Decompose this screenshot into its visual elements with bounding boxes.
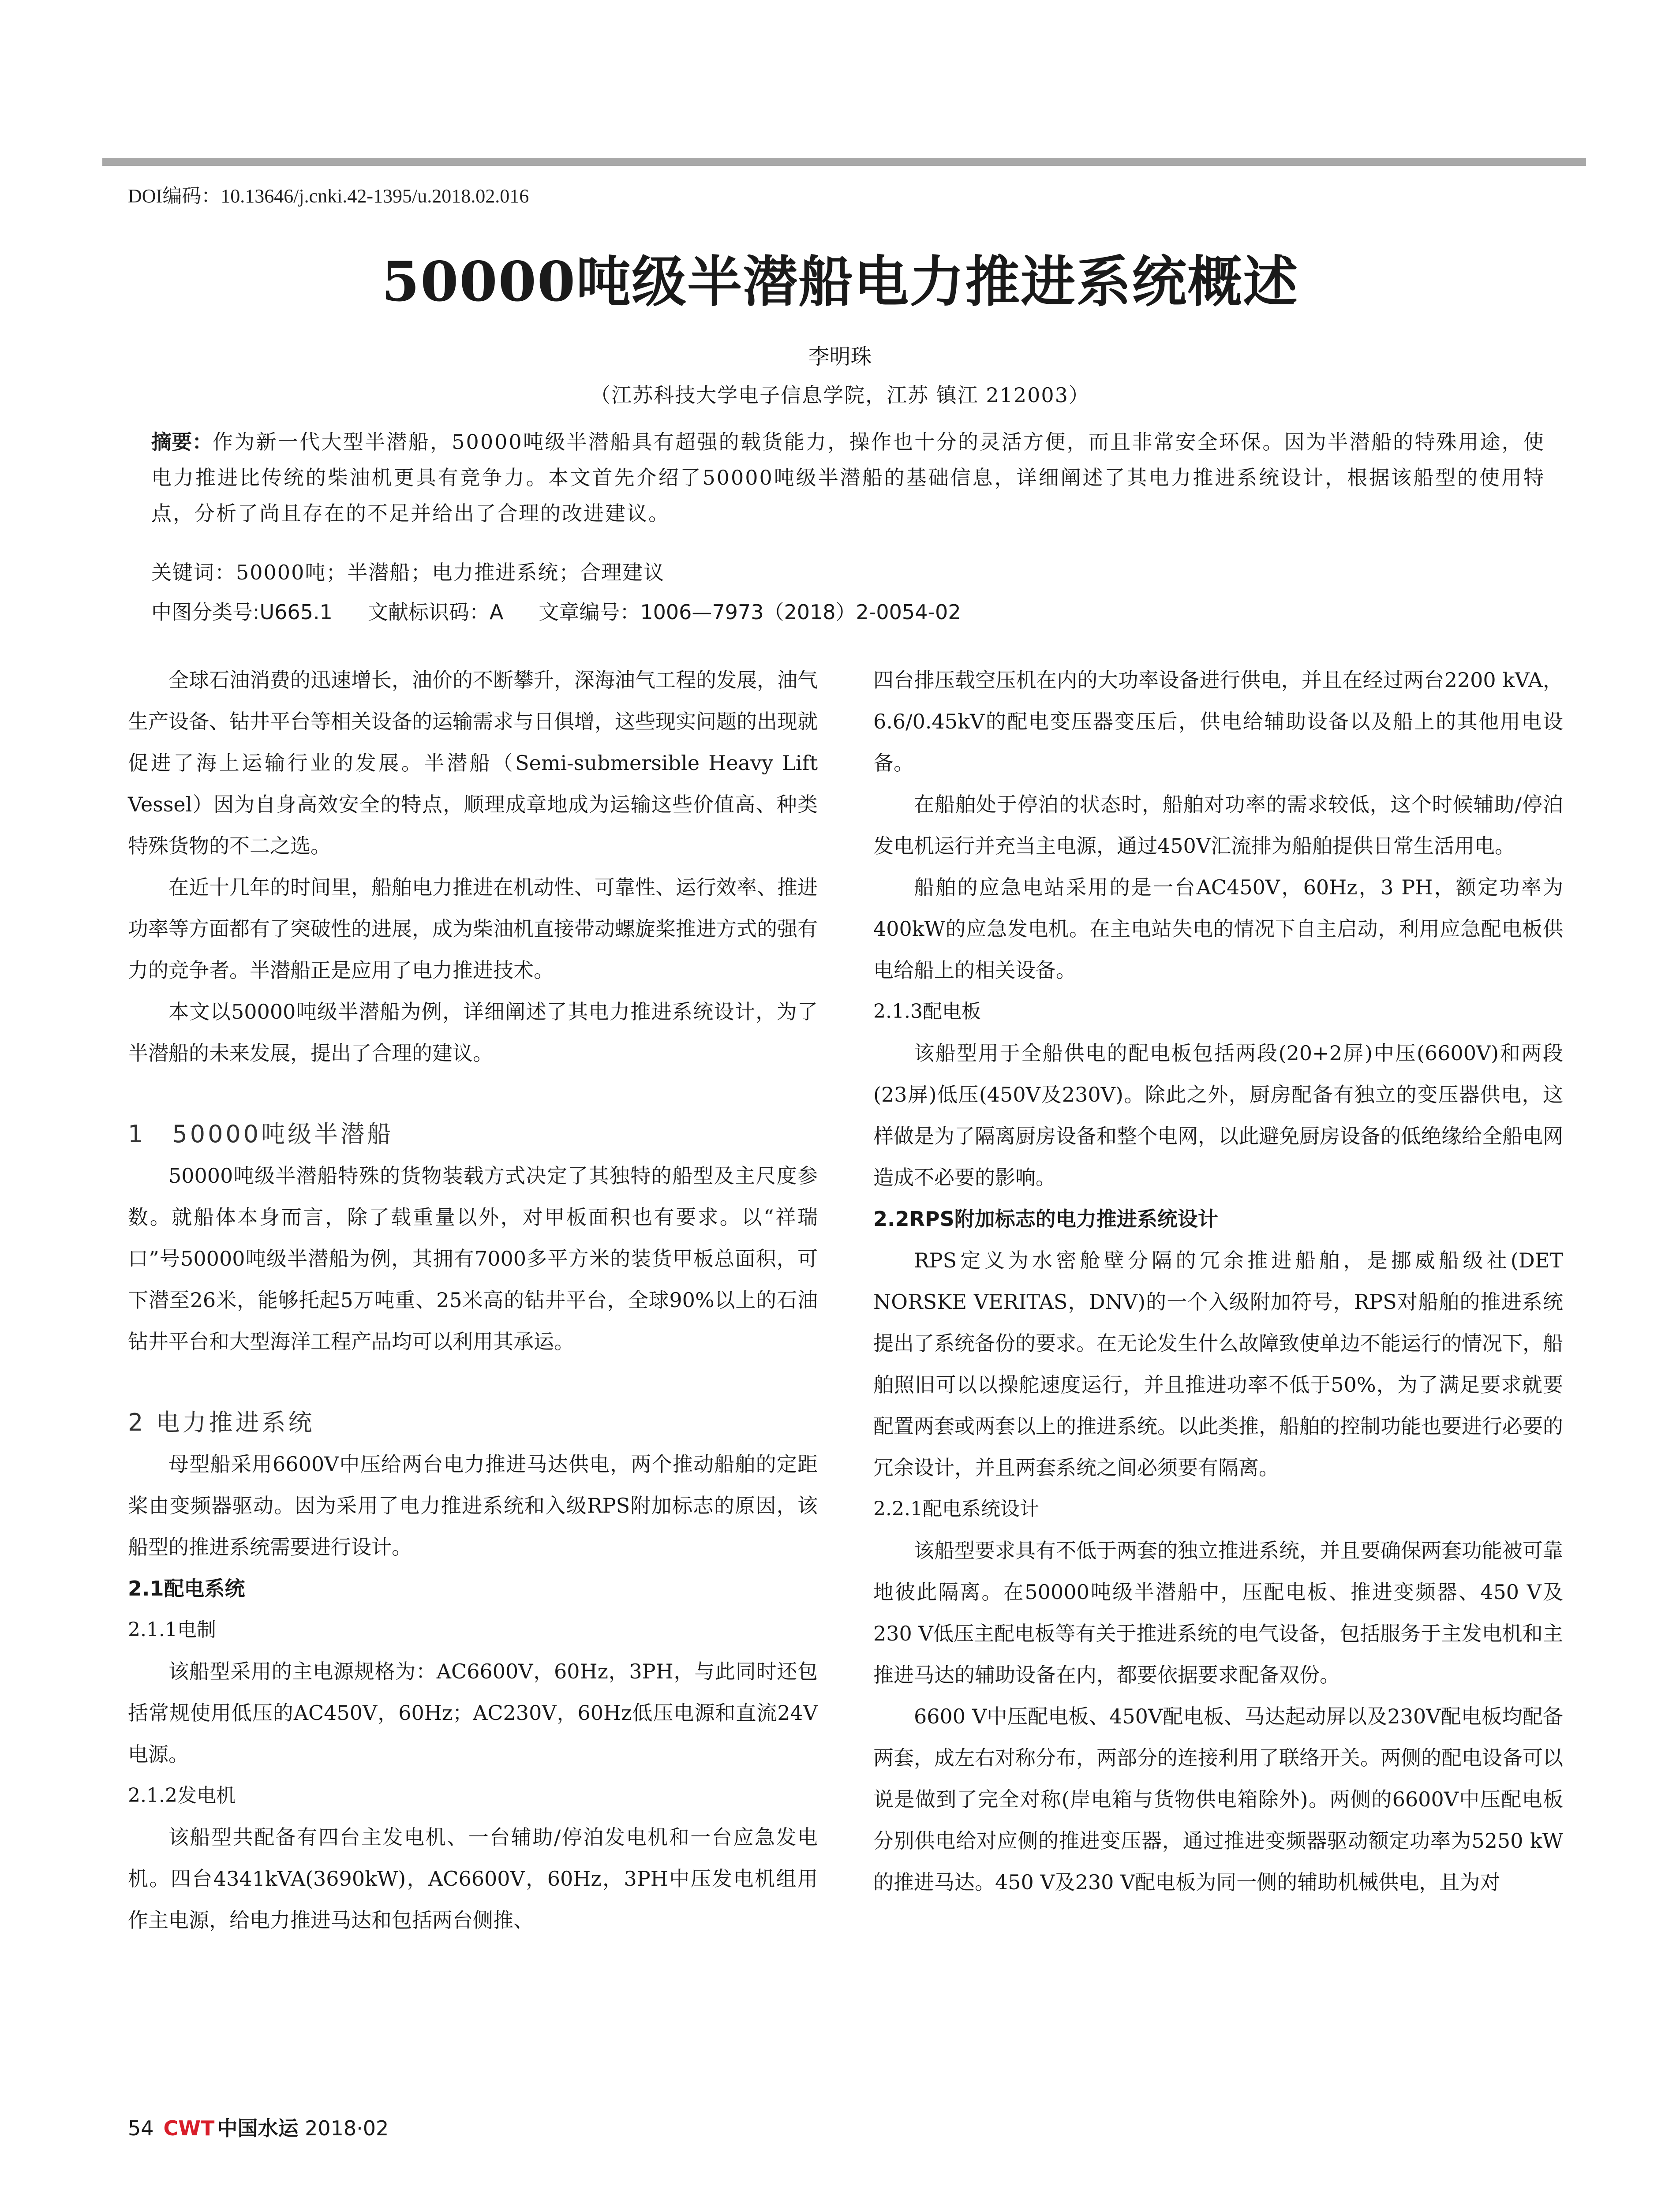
article-number: 文章编号：1006—7973（2018）2-0054-02 <box>539 600 961 624</box>
abstract <box>151 424 1545 531</box>
paragraph: 母型船采用6600V中压给两台电力推进马达供电，两个推动船舶的定距桨由变频器驱动。因为采用了电力推进系统和入级RPS附加标志的原因，该船型的推进系统需要进行设计。 <box>128 1452 818 1559</box>
paragraph: 在船舶处于停泊的状态时，船舶对功率的需求较低，这个时候辅助/停泊发电机运行并充当主电源，通过450V汇流排为船舶提供日常生活用电。 <box>873 792 1563 858</box>
affiliation: （江苏科技大学电子信息学院，江苏 镇江 212003） <box>590 383 1090 407</box>
abstract-text: 作为新一代大型半潜船，50000吨级半潜船具有超强的载货能力，操作也十分的灵活方便，而且非常安全环保。因为半潜船的特殊用途，使电力推进比传统的柴油机更具有竞争力。本文首先介绍了50000吨级半潜船的基础信息，详细阐述了其电力推进系统设计，根据该船型的使用特点，分析了尚且存在的不足并给出了合理的改进建议。 <box>151 430 1545 525</box>
doi-line[interactable]: DOI编码：10.13646/j.cnki.42-1395/u.2018.02.016 <box>128 185 529 207</box>
paragraph: 该船型用于全船供电的配电板包括两段(20+2屏)中压(6600V)和两段(23屏)低压(450V及230V)。除此之外，厨房配备有独立的变压器供电，这样做是为了隔离厨房设备和整个电网，以此避免厨房设备的低绝缘给全船电网造成不必要的影响。 <box>873 1041 1563 1189</box>
subsubsection-heading-2-1-3: 2.1.3配电板 <box>873 1000 981 1023</box>
section-heading-1: 1 50000吨级半潜船 <box>128 1120 394 1148</box>
paragraph: 50000吨级半潜船特殊的货物装载方式决定了其独特的船型及主尺度参数。就船体本身而言，除了载重量以外，对甲板面积也有要求。以“祥瑞口”号50000吨级半潜船为例，其拥有7000多平方米的装货甲板总面积，可下潜至26米，能够托起5万吨重、25米高的钻井平台，全球90%以上的石油钻井平台和大型海洋工程产品均可以利用其承运。 <box>128 1164 818 1353</box>
subsection-heading-2-2: 2.2RPS附加标志的电力推进系统设计 <box>873 1207 1218 1231</box>
paragraph: 船舶的应急电站采用的是一台AC450V，60Hz，3 PH，额定功率为400kW的应急发电机。在主电站失电的情况下自主启动，利用应急配电板供电给船上的相关设备。 <box>873 875 1563 982</box>
subsubsection-heading-2-1-1: 2.1.1电制 <box>128 1618 216 1641</box>
subsection-heading-2-1: 2.1配电系统 <box>128 1577 245 1600</box>
classification-line <box>151 596 1545 625</box>
section-heading-2: 2 电力推进系统 <box>128 1409 315 1436</box>
subsubsection-heading-2-1-2: 2.1.2发电机 <box>128 1784 236 1807</box>
document-code: 文献标识码：A <box>367 600 504 624</box>
subsubsection-heading-2-2-1: 2.2.1配电系统设计 <box>873 1498 1039 1520</box>
paragraph: 6600 V中压配电板、450V配电板、马达起动屏以及230V配电板均配备两套，成左右对称分布，两部分的连接利用了联络开关。两侧的配电设备可以说是做到了完全对称(岸电箱与货物供电箱除外)。两侧的6600V中压配电板分别供电给对应侧的推进变压器，通过推进变频器驱动额定功率为5250 kW的推进马达。450 V及230 V配电板为同一侧的辅助机械供电，且为对 <box>873 1704 1563 1894</box>
paragraph: 本文以50000吨级半潜船为例，详细阐述了其电力推进系统设计，为了半潜船的未来发展，提出了合理的建议。 <box>128 1000 818 1065</box>
paragraph: 四台排压载空压机在内的大功率设备进行供电，并且在经过两台2200 kVA，6.6/0.45kV的配电变压器变压后，供电给辅助设备以及船上的其他用电设备。 <box>873 668 1563 775</box>
author: 李明珠 <box>808 344 872 369</box>
header-rule <box>102 158 1586 166</box>
paper-title: 50000吨级半潜船电力推进系统概述 <box>381 250 1299 314</box>
paragraph: 在近十几年的时间里，船舶电力推进在机动性、可靠性、运行效率、推进功率等方面都有了突破性的进展，成为柴油机直接带动螺旋桨推进方式的强有力的竞争者。半潜船正是应用了电力推进技术。 <box>128 875 818 982</box>
paragraph: 全球石油消费的迅速增长，油价的不断攀升，深海油气工程的发展，油气生产设备、钻井平台等相关设备的运输需求与日俱增，这些现实问题的出现就促进了海上运输行业的发展。半潜船（Semi-submersible Heavy Lift Vessel）因为自身高效安全的特点，顺理成章地成为运输这些价值高、种类特殊货物的不二之选。 <box>128 668 818 858</box>
abstract-label: 摘要： <box>151 430 213 454</box>
body-column-left <box>128 659 818 1941</box>
keywords: 关键词：50000吨；半潜船；电力推进系统；合理建议 <box>151 561 665 584</box>
page-footer <box>128 2112 389 2141</box>
journal-name: 中国水运 <box>217 2116 299 2140</box>
body-column-right <box>873 659 1563 1903</box>
journal-issue: 2018·02 <box>305 2116 389 2140</box>
paragraph: RPS定义为水密舱壁分隔的冗余推进船舶，是挪威船级社(DET NORSKE VERITAS，DNV)的一个入级附加符号，RPS对船舶的推进系统提出了系统备份的要求。在无论发生什么故障致使单边不能运行的情况下，船舶照旧可以以操舵速度运行，并且推进功率不低于50%，为了满足要求就要配置两套或两套以上的推进系统。以此类推，船舶的控制功能也要进行必要的冗余设计，并且两套系统之间必须要有隔离。 <box>873 1248 1563 1480</box>
paragraph: 该船型共配备有四台主发电机、一台辅助/停泊发电机和一台应急发电机。四台4341kVA(3690kW)，AC6600V，60Hz，3PH中压发电机组用作主电源，给电力推进马达和包括两台侧推、 <box>128 1825 818 1932</box>
journal-logo: CWT <box>163 2116 215 2140</box>
paragraph: 该船型要求具有不低于两套的独立推进系统，并且要确保两套功能被可靠地彼此隔离。在50000吨级半潜船中，压配电板、推进变频器、450 V及230 V低压主配电板等有关于推进系统的电气设备，包括服务于主发电机和主推进马达的辅助设备在内，都要依据要求配备双份。 <box>873 1539 1563 1687</box>
paragraph: 该船型采用的主电源规格为：AC6600V，60Hz，3PH，与此同时还包括常规使用低压的AC450V，60Hz；AC230V，60Hz低压电源和直流24V电源。 <box>128 1659 818 1766</box>
page-number: 54 <box>128 2116 154 2140</box>
clc-number: 中图分类号:U665.1 <box>151 600 333 624</box>
